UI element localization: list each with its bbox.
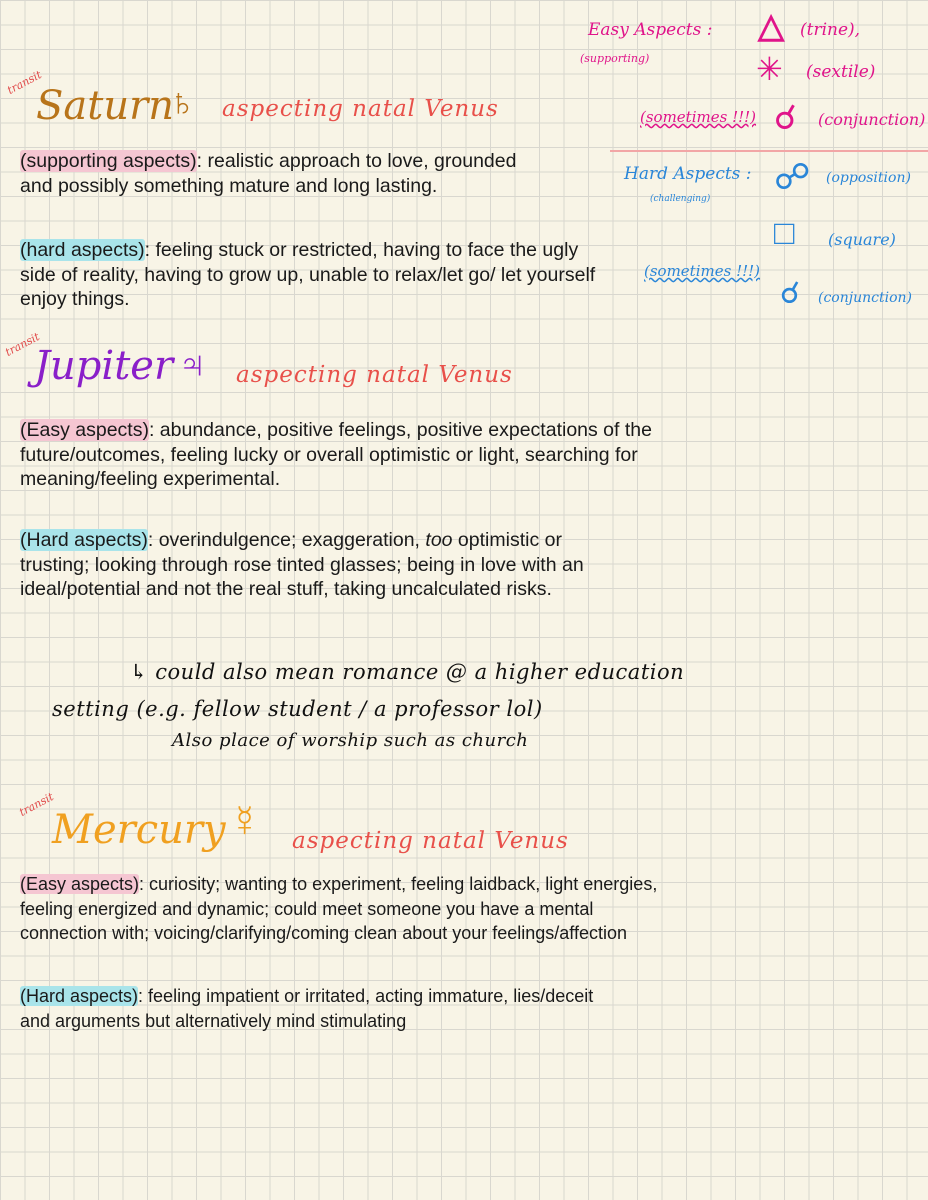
- mercury-hard-text: : feeling impatient or irritated, acting immature, lies/deceit and arguments but alternatively mind stimulating: [20, 986, 594, 1031]
- legend-hard-sometimes: (sometimes !!!): [644, 262, 761, 280]
- legend-easy-sometimes: (sometimes !!!): [640, 108, 757, 126]
- jupiter-easy-text: : abundance, positive feelings, positive expectations of the future/outcomes, feeling lucky or overall optimistic or light, searching for meaning/feeling experimental.: [20, 419, 652, 490]
- saturn-heading: aspecting natal Venus: [222, 96, 499, 122]
- legend-divider: [610, 150, 928, 152]
- legend-easy-sub: (supporting): [580, 52, 650, 65]
- saturn-transit-label: transit: [5, 68, 44, 97]
- jupiter-transit-label: transit: [3, 330, 42, 359]
- mercury-transit-label: transit: [17, 790, 56, 819]
- legend-square-label: (square): [828, 230, 896, 249]
- saturn-hard-tag: (hard aspects): [20, 239, 145, 261]
- jupiter-note-line-3: Also place of worship such as church: [172, 730, 529, 751]
- legend-hard-title: Hard Aspects :: [624, 164, 752, 184]
- saturn-hard-text: : feeling stuck or restricted, having to face the ugly side of reality, having to grow up, unable to relax/let go/ let yourself enjoy things.: [20, 239, 596, 310]
- jupiter-hard-paragraph: [20, 528, 605, 602]
- legend-hard-conj-label: (conjunction): [818, 290, 912, 306]
- jupiter-hard-text-italic: too: [425, 529, 453, 551]
- jupiter-hard-text-2: optimistic or trusting; looking through rose tinted glasses; being in love with an ideal/potential and not the real stuff, taking uncalculated risks.: [20, 529, 584, 600]
- saturn-hard-paragraph: [20, 238, 605, 312]
- legend-conj-label: (conjunction): [818, 110, 926, 129]
- hard-conjunction-icon: ☌: [780, 277, 801, 310]
- jupiter-note-line-2: setting (e.g. fellow student / a professor lol): [52, 697, 543, 721]
- legend-trine-label: (trine),: [800, 20, 861, 40]
- jupiter-note-line-1: ↳ could also mean romance @ a higher education: [130, 660, 685, 684]
- sextile-icon: ✳: [756, 51, 783, 87]
- jupiter-glyph-icon: ♃: [178, 344, 207, 386]
- mercury-title: Mercury: [52, 807, 226, 853]
- trine-icon: △: [758, 7, 785, 45]
- saturn-easy-text: : realistic approach to love, grounded and possibly something mature and long lasting.: [20, 150, 517, 197]
- saturn-glyph-icon: ♄: [168, 82, 197, 124]
- legend-hard-sub: (challenging): [650, 194, 711, 204]
- jupiter-heading: aspecting natal Venus: [236, 362, 513, 388]
- legend-easy-title: Easy Aspects :: [588, 20, 713, 40]
- jupiter-hard-tag: (Hard aspects): [20, 529, 148, 551]
- jupiter-title: Jupiter: [34, 343, 174, 389]
- mercury-easy-tag: (Easy aspects): [20, 874, 140, 894]
- mercury-heading: aspecting natal Venus: [292, 828, 569, 854]
- jupiter-easy-paragraph: [20, 418, 720, 492]
- conjunction-icon: ☌: [774, 99, 797, 137]
- saturn-easy-paragraph: [20, 149, 520, 198]
- jupiter-easy-tag: (Easy aspects): [20, 419, 149, 441]
- legend-opp-label: (opposition): [826, 170, 911, 186]
- mercury-easy-text: : curiosity; wanting to experiment, feeling laidback, light energies, feeling energized and dynamic; could meet someone you have a mental connection with; voicing/clarifying/coming clean about your feelings/affection: [20, 874, 658, 943]
- saturn-easy-tag: (supporting aspects): [20, 150, 197, 172]
- mercury-easy-paragraph: [20, 872, 680, 946]
- saturn-title: Saturn: [36, 83, 174, 129]
- square-icon: □: [774, 214, 795, 252]
- legend-sextile-label: (sextile): [806, 62, 876, 82]
- jupiter-hard-text-1: : overindulgence; exaggeration,: [147, 529, 426, 551]
- mercury-glyph-icon: ☿: [228, 797, 261, 846]
- opposition-icon: ☍: [774, 156, 811, 197]
- mercury-hard-tag: (Hard aspects): [20, 986, 139, 1006]
- mercury-hard-paragraph: [20, 984, 620, 1033]
